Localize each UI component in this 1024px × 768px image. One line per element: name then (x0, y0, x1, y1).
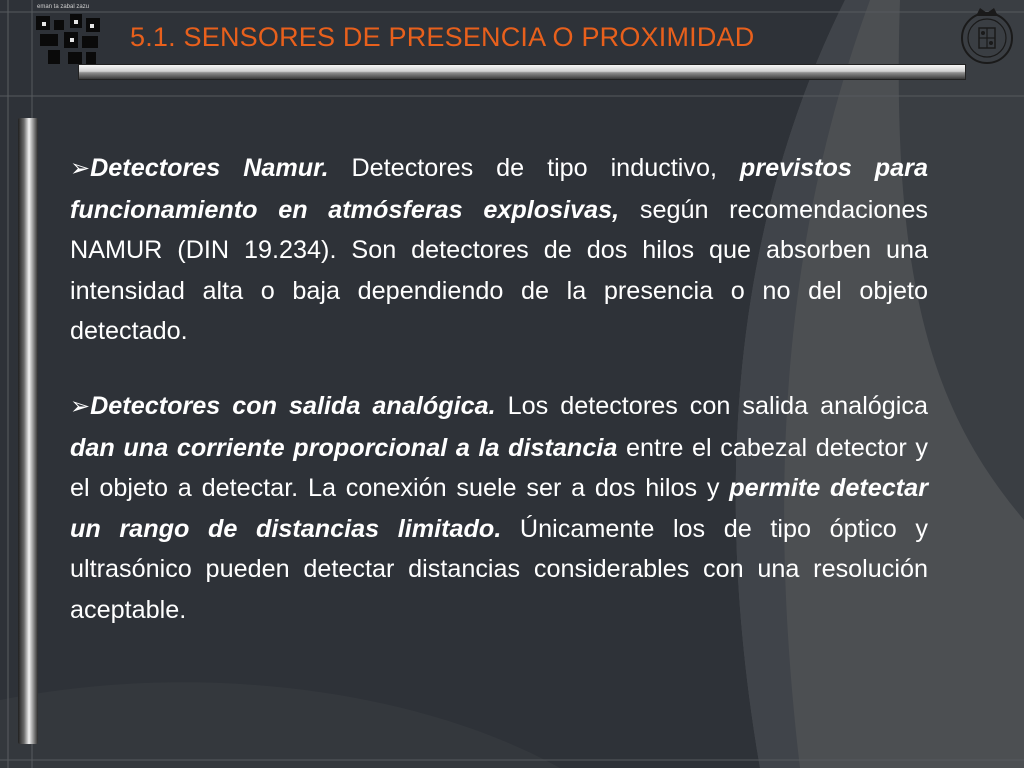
bullet-arrow-icon: ➢ (70, 392, 91, 420)
university-crest-icon (958, 4, 1016, 68)
term-namur: Detectores Namur. (90, 154, 329, 182)
logo-tagline: eman ta zabal zazu (37, 4, 90, 10)
emphasis-segment: dan una corriente proporcional a la distancia (70, 433, 618, 462)
emphasis-segment: permite detectar un rango de distancias limitado. (70, 474, 928, 543)
title-underline-bar (78, 64, 966, 80)
text-segment: Únicamente los de tipo óptico y ultrasónico pueden detectar distancias considerables con una resolución aceptable. (70, 514, 929, 624)
bullet-arrow-icon: ➢ (70, 155, 91, 182)
left-accent-bar (18, 118, 38, 744)
slide-title: 5.1. SENSORES DE PRESENCIA O PROXIMIDAD (130, 22, 755, 52)
text-segment: entre el cabezal detector y el objeto a detectar. La conexión suele ser a dos hilos y (70, 433, 928, 503)
paragraph-analogica (70, 386, 928, 631)
term-analogica: Detectores con salida analógica. (90, 391, 496, 420)
emphasis-segment: previstos para funcionamiento en atmósferas explosivas, (70, 154, 928, 224)
text-segment: Detectores de tipo inductivo, (328, 154, 740, 182)
text-segment: según recomendaciones NAMUR (DIN 19.234). Son detectores de dos hilos que absorben una intensidad alta o baja dependiendo de la presencia o no del objeto detectado. (70, 195, 928, 346)
paragraph-namur (70, 148, 928, 352)
content-body (70, 148, 928, 665)
upv-ehu-logo-icon (34, 4, 104, 68)
text-segment: Los detectores con salida analógica (495, 391, 929, 420)
